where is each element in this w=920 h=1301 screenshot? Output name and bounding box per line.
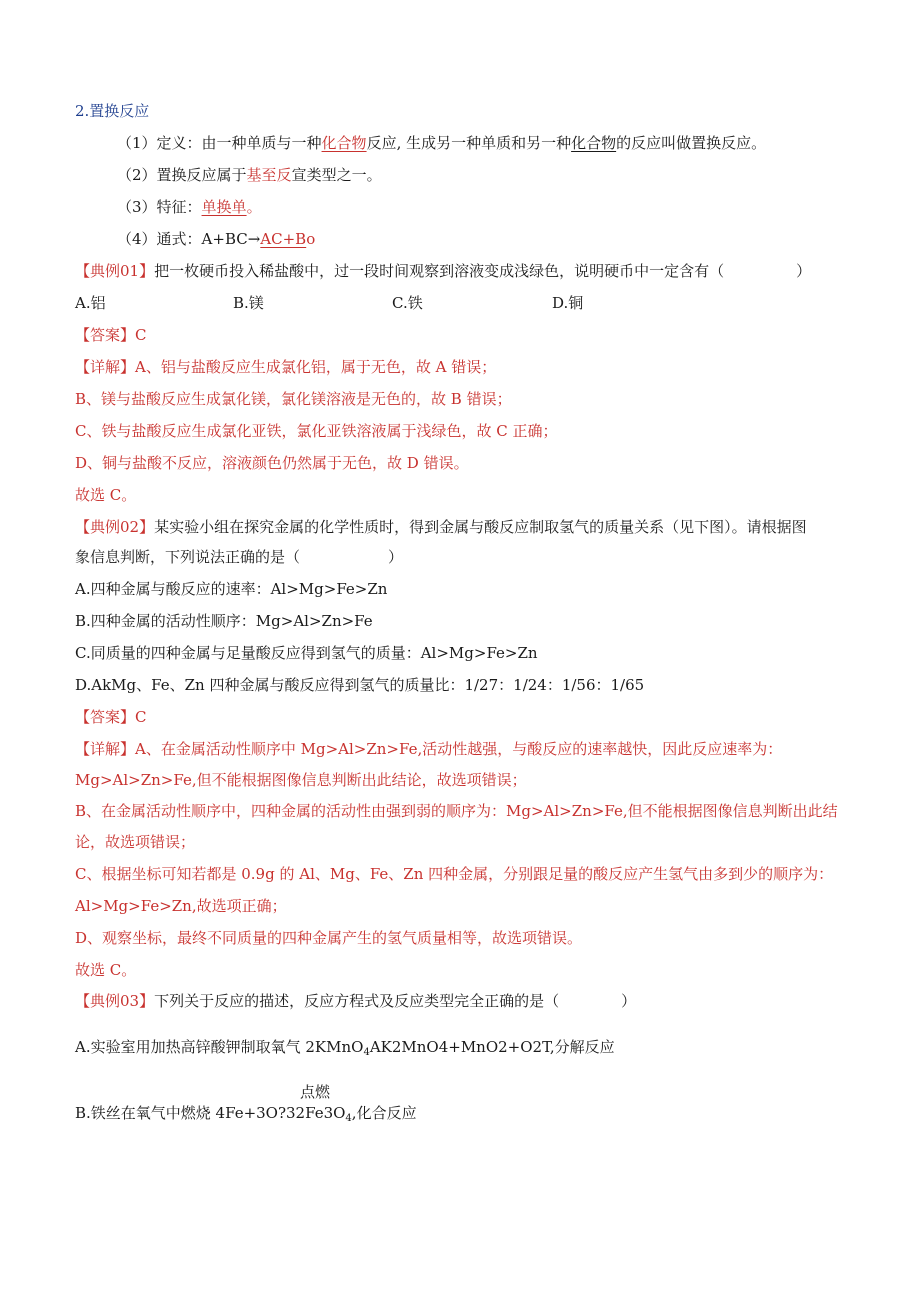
ex3-question-text: 下列关于反应的描述，反应方程式及反应类型完全正确的是（ xyxy=(154,992,560,1010)
ex3-reaction-condition: 点燃 xyxy=(300,1083,331,1101)
section-title: 2.置换反应 xyxy=(75,102,150,120)
def-suffix: 的反应叫做置换反应。 xyxy=(616,134,767,152)
ex2-detail-tag: 【详解】 xyxy=(75,740,136,758)
ex1-detail-text-1: A、铝与盐酸反应生成氯化铝，属于无色，故 A 错误； xyxy=(135,358,497,376)
ex1-detail-line-2: B、镁与盐酸反应生成氯化镁，氯化镁溶液是无色的，故 B 错误； xyxy=(75,390,512,408)
ex3-option-a-sub: 4 xyxy=(363,1047,370,1058)
type-prefix: （2）置换反应属于 xyxy=(117,166,247,184)
ex2-detail-line-7: D、观察坐标，最终不同质量的四种金属产生的氢气质量相等，故选项错误。 xyxy=(75,929,583,947)
ex1-detail-line-4: D、铜与盐酸不反应，溶液颜色仍然属于无色，故 D 错误。 xyxy=(75,454,469,472)
ex2-option-a: A.四种金属与酸反应的速率：Al>Mg>Fe>Zn xyxy=(75,580,388,598)
ex1-answer-value: C xyxy=(135,326,147,344)
ex2-detail-line-6: Al>Mg>Fe>Zn,故选项正确； xyxy=(75,897,287,915)
ex2-option-d: D.AkMg、Fe、Zn 四种金属与酸反应得到氢气的质量比：1/27：1/24：1/56：1/65 xyxy=(75,676,645,694)
ex2-question-text-2: 象信息判断，下列说法正确的是（ xyxy=(75,548,301,566)
ex1-option-d: D.铜 xyxy=(552,294,584,312)
ex1-option-b: B.镁 xyxy=(233,294,264,312)
ex3-option-a-post: AK2MnO4+MnO2+O2T,分解反应 xyxy=(369,1038,615,1056)
feature-line xyxy=(117,197,262,217)
ex2-answer xyxy=(75,707,147,727)
formula-suffix: o xyxy=(306,230,316,248)
ex1-tag: 【典例01】 xyxy=(75,262,155,280)
ex2-detail-text-1: A、在金属活动性顺序中 Mg>Al>Zn>Fe,活动性越强，与酸反应的速率越快，因此反应速率为： xyxy=(135,740,783,758)
ex2-answer-value: C xyxy=(135,708,147,726)
def-term-compound: 化合物 xyxy=(321,134,367,152)
ex3-tag: 【典例03】 xyxy=(75,992,155,1010)
ex2-detail-line-4: 论，故选项错误； xyxy=(75,833,196,851)
ex3-option-a xyxy=(75,1037,615,1063)
ex2-tag: 【典例02】 xyxy=(75,518,155,536)
feature-prefix: （3）特征： xyxy=(117,198,202,216)
type-line xyxy=(117,165,382,185)
formula-line xyxy=(117,229,315,249)
ex2-answer-tag: 【答案】 xyxy=(75,708,136,726)
ex1-answer-tag: 【答案】 xyxy=(75,326,136,344)
ex2-close: ） xyxy=(388,548,404,566)
ex1-question-text: 把一枚硬币投入稀盐酸中，过一段时间观察到溶液变成浅绿色，说明硬币中一定含有（ xyxy=(154,262,725,280)
ex1-close: ） xyxy=(796,262,812,280)
ex1-options xyxy=(75,293,775,313)
formula-term: AC+B xyxy=(260,230,307,248)
ex1-option-c: C.铁 xyxy=(392,294,423,312)
type-suffix: 宣类型之一。 xyxy=(291,166,382,184)
ex2-detail-line-3: B、在金属活动性顺序中，四种金属的活动性由强到弱的顺序为：Mg>Al>Zn>Fe,但不能根据图像信息判断出此结 xyxy=(75,802,838,820)
ex3-question xyxy=(75,991,636,1011)
ex2-option-c: C.同质量的四种金属与足量酸反应得到氢气的质量：Al>Mg>Fe>Zn xyxy=(75,644,538,662)
ex1-detail-line-3: C、铁与盐酸反应生成氯化亚铁，氯化亚铁溶液属于浅绿色，故 C 正确； xyxy=(75,422,558,440)
feature-term: 单换单 xyxy=(201,198,247,216)
ex3-close: ） xyxy=(621,992,637,1010)
ex3-option-b xyxy=(75,1103,417,1129)
ex1-detail-line-1 xyxy=(75,357,496,377)
ex2-question-line-2 xyxy=(75,547,403,567)
ex2-question-line-1 xyxy=(75,517,807,537)
ex1-answer xyxy=(75,325,147,345)
type-term: 基至反 xyxy=(246,166,292,184)
ex2-conclusion: 故选 C。 xyxy=(75,961,137,979)
def-prefix: （1）定义：由一种单质与一种 xyxy=(117,134,322,152)
formula-prefix: （4）通式：A+BC→ xyxy=(117,230,261,248)
ex2-detail-line-2: Mg>Al>Zn>Fe,但不能根据图像信息判断出此结论，故选项错误； xyxy=(75,771,527,789)
ex3-option-b-pre: B.铁丝在氧气中燃烧 4Fe+3O?32Fe3O xyxy=(75,1104,346,1122)
ex1-detail-tag: 【详解】 xyxy=(75,358,136,376)
def-term-compound-2: 化合物 xyxy=(571,134,617,152)
feature-suffix: 。 xyxy=(246,198,262,216)
ex3-option-b-post: ,化合反应 xyxy=(351,1104,417,1122)
ex1-question xyxy=(75,261,811,281)
ex1-conclusion: 故选 C。 xyxy=(75,486,137,504)
ex2-option-b: B.四种金属的活动性顺序：Mg>Al>Zn>Fe xyxy=(75,612,373,630)
ex3-option-b-sub: 4 xyxy=(345,1113,352,1124)
ex2-detail-line-5: C、根据坐标可知若都是 0.9g 的 Al、Mg、Fe、Zn 四种金属，分别跟足量的酸反应产生氢气由多到少的顺序为： xyxy=(75,865,834,883)
ex2-detail-line-1 xyxy=(75,739,782,759)
ex3-option-a-pre: A.实验室用加热高锌酸钾制取氧气 2KMnO xyxy=(75,1038,364,1056)
ex2-question-text-1: 某实验小组在探究金属的化学性质时，得到金属与酸反应制取氢气的质量关系（见下图）。请根据图 xyxy=(154,518,807,536)
def-mid: 反应, 生成另一种单质和另一种 xyxy=(366,134,572,152)
definition-line xyxy=(117,133,766,153)
ex1-option-a: A.铝 xyxy=(75,294,106,312)
